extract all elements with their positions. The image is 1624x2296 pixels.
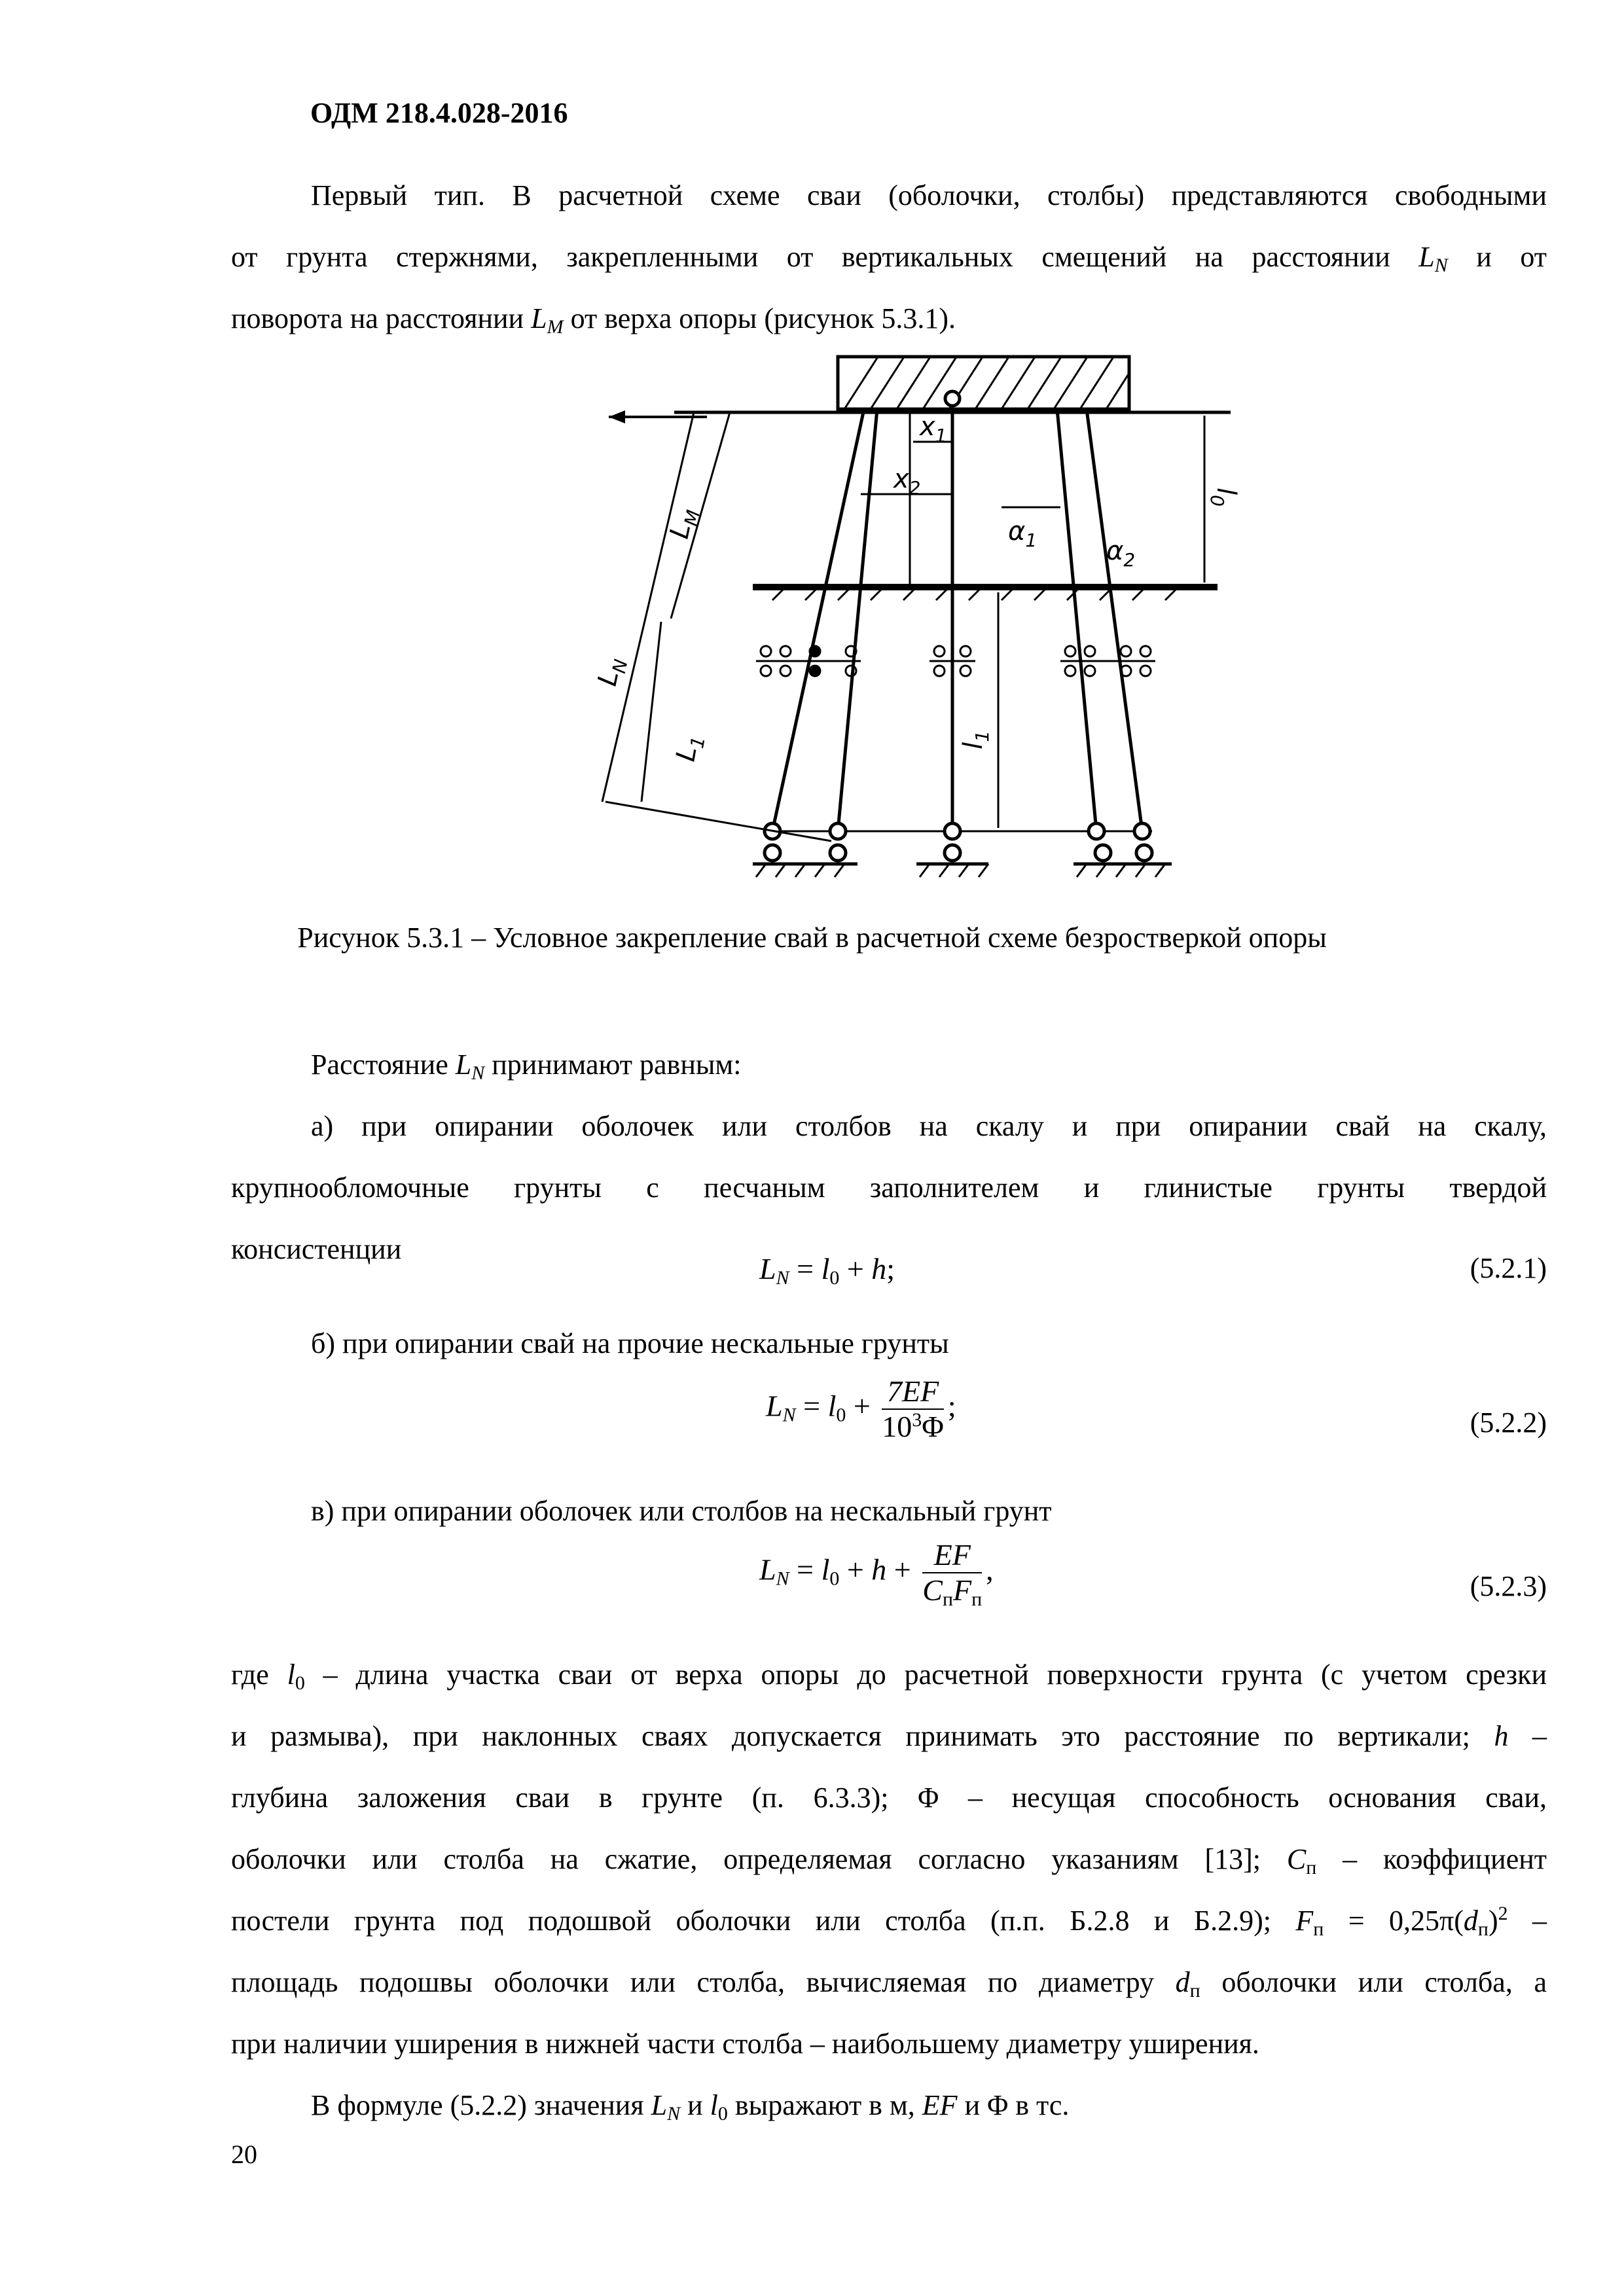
label-alpha2: $\alpha_2$: [1106, 536, 1136, 571]
where-line-3: глубина заложения сваи в грунте (п. 6.3.3); Φ – несущая способность основания сваи,: [231, 1782, 1547, 1814]
pile-scheme-figure: [589, 344, 1257, 906]
label-l1: $l_1$: [958, 730, 993, 749]
label-alpha1: $\alpha_1$: [1008, 516, 1038, 551]
pile-supports: [753, 823, 1172, 864]
fraction: $\frac{EF}{C_пF_п}$: [922, 1538, 983, 1610]
where-line-2: и размыва), при наклонных сваях допускается принимать это расстояние по вертикали; h –: [231, 1720, 1547, 1752]
intro-line-1: Первый тип. В расчетной схеме сваи (оболочки, столбы) представляются свободными: [311, 179, 1547, 211]
ln-intro: Расстояние $L_N$ принимают равным:: [311, 1049, 742, 1084]
support-hatching: [756, 864, 1165, 877]
equation-number-5-2-1: (5.2.1): [1470, 1252, 1547, 1284]
case-a-line-1: а) при опирании оболочек или столбов на скалу и при опирании свай на скалу,: [311, 1110, 1547, 1142]
where-line-6: площадь подошвы оболочки или столба, вычисляемая по диаметру $d_п$ оболочки или столба, а: [231, 1966, 1547, 2001]
label-LN: $L_N$: [592, 657, 632, 689]
equation-5-2-1: $L_N = l_0 + h$;: [759, 1252, 895, 1289]
soil-springs: [756, 646, 1155, 676]
cap-hatching: [844, 358, 1129, 409]
case-b: б) при опирании свай на прочие нескальные грунты: [311, 1327, 949, 1359]
units-line: В формуле (5.2.2) значения $L_N$ и $l_0$ выражают в м, EF и Φ в тс.: [311, 2089, 1070, 2125]
equation-number-5-2-2: (5.2.2): [1470, 1407, 1547, 1439]
intro-line-2: от грунта стержнями, закрепленными от вертикальных смещений на расстоянии $L_N$ и от: [231, 241, 1547, 276]
document-code-header: ОДМ 218.4.028-2016: [310, 97, 568, 129]
label-LM: $L_M$: [664, 508, 705, 542]
label-l0: $l_0$: [1206, 488, 1241, 507]
intro-line-3: поворота на расстоянии $L_M$ от верха опоры (рисунок 5.3.1).: [231, 302, 956, 338]
equation-5-2-3: $L_N = l_0 + h$ + $\frac{EF}{C_пF_п}$ ,: [759, 1538, 994, 1610]
where-line-4: оболочки или столба на сжатие, определяемая согласно указаниям [13]; $C_п$ – коэффициент: [231, 1843, 1547, 1878]
where-line-1: где $l_0$ – длина участка сваи от верха опоры до расчетной поверхности грунта (с учетом срезки: [231, 1659, 1547, 1694]
equation-5-2-2: $L_N = l_0$ + $\frac{7EF}{10^3\Phi}$ ;: [766, 1374, 956, 1443]
piles: [772, 409, 1142, 831]
case-a-line-2: крупнообломочные грунты с песчаным заполнителем и глинистые грунты твердой: [231, 1172, 1547, 1204]
page-number: 20: [231, 2140, 257, 2169]
where-line-7: при наличии уширения в нижней части столба – наибольшему диаметру уширения.: [231, 2028, 1259, 2060]
label-x1: $x_1$: [920, 412, 947, 446]
equation-number-5-2-3: (5.2.3): [1470, 1570, 1547, 1602]
where-line-5: постели грунта под подошвой оболочки или столба (п.п. Б.2.8 и Б.2.9); $F_п = 0,25\pi(d_п)^2$ –: [231, 1903, 1547, 1940]
case-c: в) при опирании оболочек или столбов на нескальный грунт: [311, 1495, 1052, 1527]
arrow-head: [609, 410, 625, 423]
fraction: $\frac{7EF}{10^3\Phi}$: [882, 1374, 944, 1443]
case-a-line-3: консистенции: [231, 1233, 402, 1265]
label-L1: $L_1$: [670, 734, 710, 764]
figure-caption: Рисунок 5.3.1 – Условное закрепление свай в расчетной схеме безростверкой опоры: [297, 922, 1327, 954]
center-hinge: [945, 391, 960, 406]
label-x2: $x_2$: [893, 464, 921, 499]
